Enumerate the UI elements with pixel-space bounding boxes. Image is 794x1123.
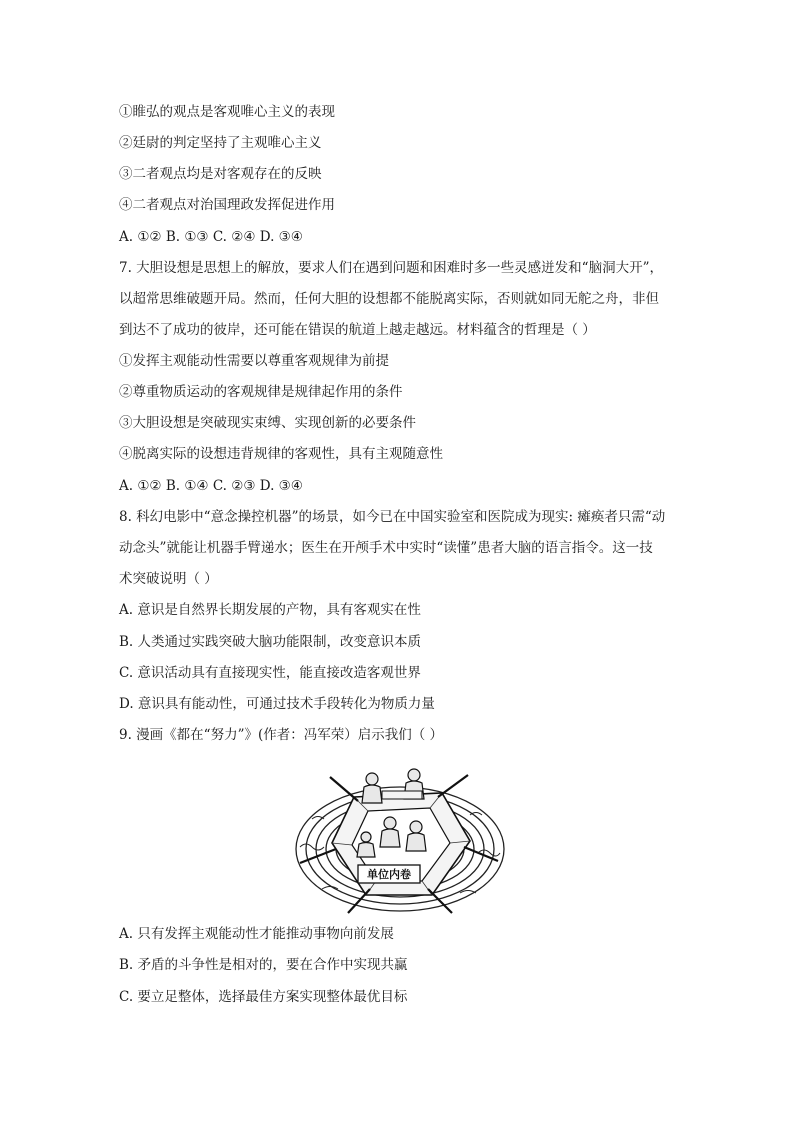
q8-stem-line-3: 术突破说明（ ） bbox=[119, 571, 218, 587]
q9-option-a: A. 只有发挥主观能动性才能推动事物向前发展 bbox=[119, 926, 394, 942]
q8-stem-line-2: 动念头”就能让机器手臂递水；医生在开颅手术中实时“读懂”患者大脑的语言指令。这一技 bbox=[119, 540, 653, 556]
q6-answer-choices: A. ①② B. ①③ C. ②④ D. ③④ bbox=[119, 229, 303, 245]
q6-option-1: ①睢弘的观点是客观唯心主义的表现 bbox=[119, 104, 335, 120]
q9-cartoon-image bbox=[292, 757, 508, 917]
q8-option-a: A. 意识是自然界长期发展的产物，具有客观实在性 bbox=[119, 602, 421, 618]
q8-option-c: C. 意识活动具有直接现实性，能直接改造客观世界 bbox=[119, 665, 421, 681]
q6-option-2: ②廷尉的判定坚持了主观唯心主义 bbox=[119, 135, 322, 151]
q7-stem-line-1: 7. 大胆设想是思想上的解放，要求人们在遇到问题和困难时多一些灵感迸发和“脑洞大开”， bbox=[119, 260, 663, 276]
q8-option-d: D. 意识具有能动性，可通过技术手段转化为物质力量 bbox=[119, 696, 435, 712]
cartoon-label: 单位内卷 bbox=[367, 868, 411, 881]
q7-option-3: ③大胆设想是突破现实束缚、实现创新的必要条件 bbox=[119, 415, 416, 431]
q8-option-b: B. 人类通过实践突破大脑功能限制，改变意识本质 bbox=[119, 634, 422, 650]
q7-stem-line-3: 到达不了成功的彼岸，还可能在错误的航道上越走越远。材料蕴含的哲理是（ ） bbox=[119, 322, 596, 338]
q9-option-c: C. 要立足整体，选择最佳方案实现整体最优目标 bbox=[119, 989, 408, 1005]
q6-option-3: ③二者观点均是对客观存在的反映 bbox=[119, 166, 322, 182]
q7-stem-line-2: 以超常思维破题开局。然而，任何大胆的设想都不能脱离实际，否则就如同无舵之舟，非但 bbox=[119, 291, 659, 307]
q6-option-4: ④二者观点对治国理政发挥促进作用 bbox=[119, 197, 335, 213]
q7-answer-choices: A. ①② B. ①④ C. ②③ D. ③④ bbox=[119, 478, 303, 494]
q9-stem: 9. 漫画《都在“努力”》(作者：冯军荣）启示我们（ ） bbox=[119, 727, 444, 743]
q7-option-2: ②尊重物质运动的客观规律是规律起作用的条件 bbox=[119, 384, 403, 400]
q9-option-b: B. 矛盾的斗争性是相对的，要在合作中实现共赢 bbox=[119, 957, 408, 973]
q7-option-4: ④脱离实际的设想违背规律的客观性，具有主观随意性 bbox=[119, 446, 443, 462]
q8-stem-line-1: 8. 科幻电影中“意念操控机器”的场景，如今已在中国实验室和医院成为现实: 瘫痪者只需“动 bbox=[119, 509, 666, 525]
q7-option-1: ①发挥主观能动性需要以尊重客观规律为前提 bbox=[119, 353, 389, 369]
